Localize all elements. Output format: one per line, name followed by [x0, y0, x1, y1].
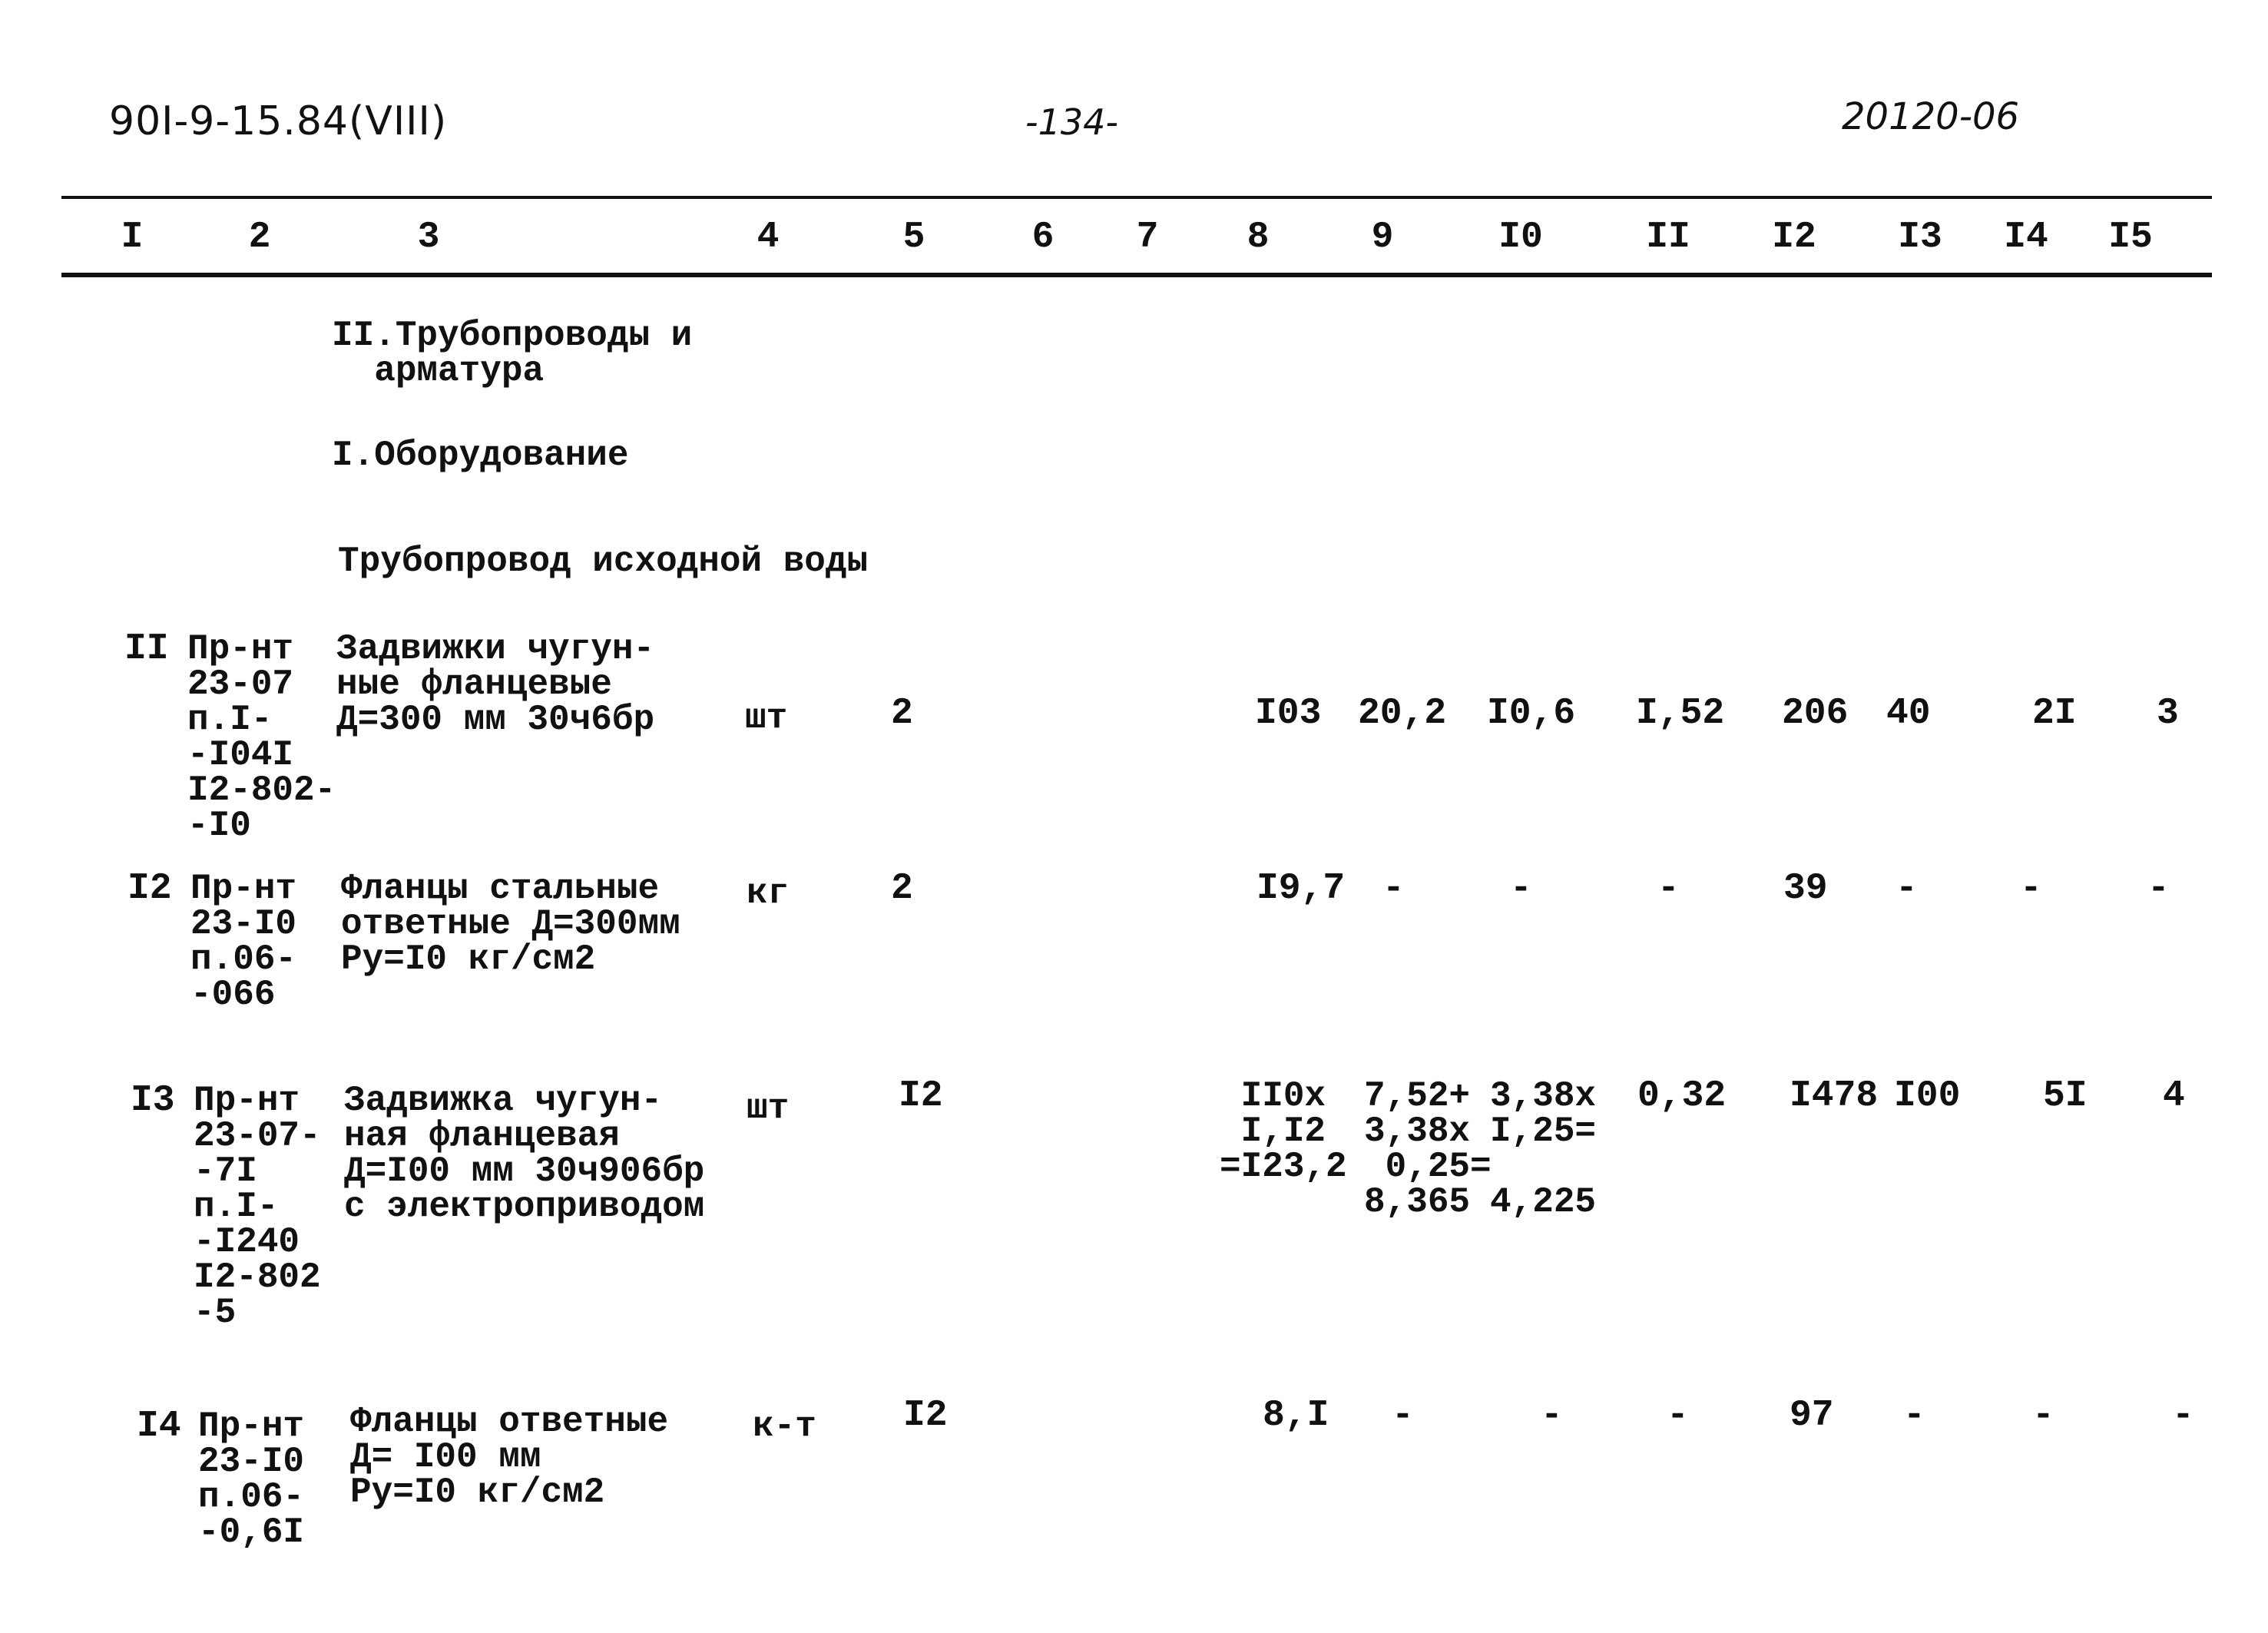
col-15-value: 4: [2163, 1075, 2185, 1117]
col-9-value: -: [1382, 868, 1405, 909]
quantity: I2: [899, 1075, 943, 1117]
column-header-10: I0: [1498, 217, 1543, 258]
col-8-value: I03: [1255, 693, 1322, 734]
price-reference: Пр-нт 23-I0 п.06- -066: [190, 869, 297, 1015]
col-14-value: -: [2032, 1395, 2054, 1436]
row-number: I2: [127, 868, 172, 909]
subsection-title: I.Оборудование: [332, 436, 629, 475]
quantity: 2: [891, 693, 913, 734]
col-8-value: II0x I,I2 =I23,2: [1220, 1076, 1347, 1187]
col-9-value: 7,52+ 3,38x 0,25= 8,365: [1364, 1076, 1492, 1222]
column-header-11: II: [1646, 217, 1690, 258]
column-header-9: 9: [1371, 217, 1394, 258]
column-header-8: 8: [1247, 217, 1270, 258]
item-name: Задвижки чугун- ные фланцевые Д=300 мм 30ч6бр: [336, 629, 655, 740]
col-13-value: 40: [1886, 693, 1931, 734]
column-header-5: 5: [902, 217, 925, 258]
row-number: II: [124, 628, 169, 670]
col-11-value: -: [1667, 1395, 1689, 1436]
col-14-value: 5I: [2043, 1075, 2088, 1117]
col-10-value: -: [1510, 868, 1532, 909]
col-14-value: 2I: [2032, 693, 2077, 734]
column-header-12: I2: [1772, 217, 1816, 258]
document-reference: 20120-06: [1842, 95, 2020, 138]
row-number: I3: [131, 1080, 175, 1121]
col-10-value: -: [1541, 1395, 1563, 1436]
column-header-7: 7: [1136, 217, 1159, 258]
document-code: 90I-9-15.84(VIII): [109, 98, 448, 144]
col-15-value: 3: [2157, 693, 2179, 734]
item-name: Задвижка чугун- ная фланцевая Д=I00 мм 30ч906бр с электроприводом: [344, 1081, 705, 1227]
part-title: II.Трубопроводы и арматура: [332, 316, 693, 391]
col-11-value: -: [1657, 868, 1680, 909]
page-number: -134-: [1025, 101, 1118, 143]
item-name: Фланцы ответные Д= I00 мм Ру=I0 кг/см2: [350, 1402, 669, 1512]
quantity: I2: [903, 1395, 948, 1436]
unit: шт: [745, 698, 788, 738]
item-name: Фланцы стальные ответные Д=300мм Ру=I0 кг/см2: [341, 869, 680, 979]
price-reference: Пр-нт 23-07- -7I п.I- -I240 I2-802 -5: [194, 1081, 321, 1333]
column-header-6: 6: [1031, 217, 1055, 258]
col-11-value: 0,32: [1637, 1075, 1727, 1117]
column-header-2: 2: [248, 217, 271, 258]
price-reference: Пр-нт 23-07 п.I- -I04I I2-802- -I0: [187, 629, 336, 846]
unit: шт: [747, 1088, 790, 1128]
col-13-value: -: [1896, 868, 1918, 909]
column-header-13: I3: [1898, 217, 1942, 258]
col-10-value: 3,38x I,25= 4,225: [1490, 1076, 1597, 1222]
col-14-value: -: [2020, 868, 2042, 909]
col-12-value: I478: [1790, 1075, 1879, 1117]
header-top-rule: [61, 196, 2212, 199]
col-13-value: -: [1903, 1395, 1925, 1436]
col-13-value: I00: [1894, 1075, 1961, 1117]
quantity: 2: [891, 868, 913, 909]
col-12-value: 39: [1783, 868, 1828, 909]
col-8-value: I9,7: [1257, 868, 1346, 909]
column-header-4: 4: [757, 217, 780, 258]
col-15-value: -: [2147, 868, 2170, 909]
group-title: Трубопровод исходной воды: [338, 542, 869, 581]
column-header-15: I5: [2108, 217, 2153, 258]
col-9-value: 20,2: [1358, 693, 1447, 734]
row-number: I4: [137, 1406, 181, 1447]
header-bottom-rule: [61, 273, 2212, 277]
unit: кг: [747, 873, 790, 913]
col-10-value: I0,6: [1487, 693, 1576, 734]
col-12-value: 97: [1790, 1395, 1834, 1436]
col-8-value: 8,I: [1263, 1395, 1329, 1436]
col-12-value: 206: [1782, 693, 1849, 734]
col-11-value: I,52: [1636, 693, 1725, 734]
column-header-1: I: [121, 217, 144, 258]
col-15-value: -: [2172, 1395, 2194, 1436]
unit: к-т: [753, 1406, 816, 1446]
column-header-3: 3: [417, 217, 440, 258]
col-9-value: -: [1392, 1395, 1414, 1436]
price-reference: Пр-нт 23-I0 п.06- -0,6I: [198, 1406, 305, 1552]
column-header-14: I4: [2004, 217, 2048, 258]
